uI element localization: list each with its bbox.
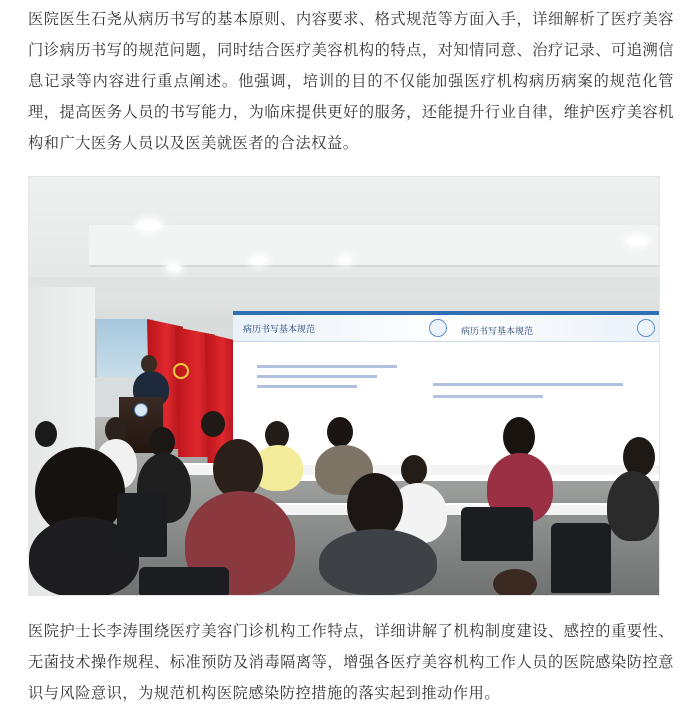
attendee-head: [201, 411, 225, 437]
screen-title-left: 病历书写基本规范: [243, 325, 316, 335]
attendee-head: [213, 439, 263, 499]
slide-text-line: [433, 383, 623, 386]
ceiling-light: [251, 257, 267, 264]
who-logo-icon: [637, 319, 655, 337]
ceiling-light: [167, 265, 181, 271]
attendee-head: [35, 421, 57, 447]
ceiling-light: [627, 237, 647, 245]
screen-title-right: 病历书写基本规范: [461, 327, 534, 337]
who-logo-icon: [429, 319, 447, 337]
slide-text-line: [257, 365, 397, 368]
slide-text-line: [257, 375, 377, 378]
ceiling-light: [137, 220, 161, 230]
ceiling-beam: [29, 277, 659, 293]
chair: [117, 493, 167, 557]
chair: [139, 567, 229, 595]
slide-text-line: [433, 395, 543, 398]
attendee-head: [493, 569, 537, 595]
ceiling-light: [339, 257, 351, 263]
podium-emblem-icon: [134, 403, 148, 417]
ceiling-panel: [89, 225, 659, 267]
attendee: [319, 529, 437, 595]
article-paragraph-1: 医院医生石尧从病历书写的基本原则、内容要求、格式规范等方面入手，详细解析了医疗美容门诊病历书写的规范问题，同时结合医疗美容机构的特点，对知情同意、治疗记录、可追溯信息记录等内容进行重点阐述。他强调，培训的目的不仅能加强医疗机构病历病案的规范化管理，提高医务人员的书写能力，为临床提供更好的服务，还能提升行业自律，维护医疗美容机构和广大医务人员以及医美就医者的合法权益。: [28, 10, 674, 152]
article-paragraph-2: 医院护士长李涛围绕医疗美容门诊机构工作特点，详细讲解了机构制度建设、感控的重要性、无菌技术操作规程、标准预防及消毒隔离等，增强各医疗美容机构工作人员的医院感染防控意识与风险意识，为规范机构医院感染防控措施的落实起到推动作用。: [28, 622, 674, 702]
attendee-head: [327, 417, 353, 447]
chair: [461, 507, 533, 561]
flag-emblem-icon: [173, 363, 189, 379]
attendee: [607, 471, 659, 541]
chair: [551, 523, 611, 593]
attendee-head: [401, 455, 427, 485]
attendee-head: [503, 417, 535, 457]
slide-text-line: [257, 385, 357, 388]
training-session-photo: [29, 177, 659, 595]
